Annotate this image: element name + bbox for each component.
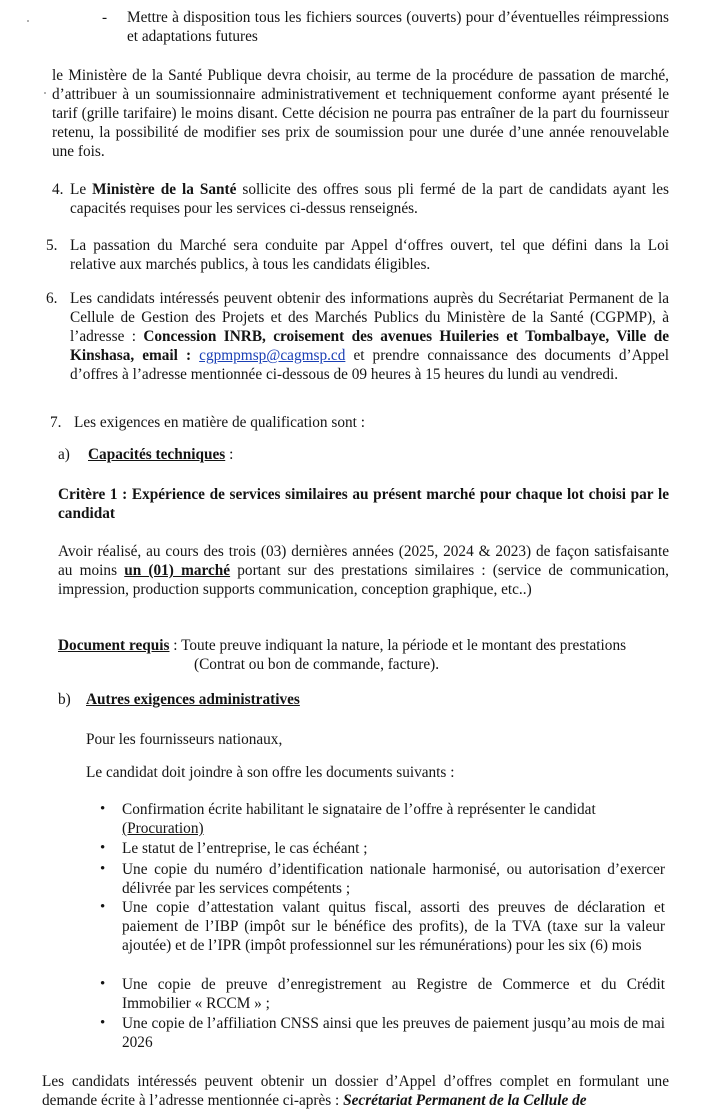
doc-bullet-1 <box>100 800 665 838</box>
doc-bullet-6 <box>100 1014 665 1052</box>
scan-speck <box>27 20 29 22</box>
bullet-1-text: Confirmation écrite habilitant le signataire de l’offre à représenter le candidat <box>122 801 596 818</box>
bullet-5-text: Une copie de preuve d’enregistrement au Registre de Commerce et du Crédit Immobilier « RCCM » ; <box>122 976 665 1012</box>
item-6-text <box>70 289 669 384</box>
document-requis-sep: : <box>169 637 182 654</box>
item-4-number: 4. <box>52 181 64 198</box>
document-requis <box>58 636 669 674</box>
bullet-text <box>122 800 665 838</box>
item-5 <box>46 236 669 274</box>
bullet-dot: • <box>100 976 106 992</box>
dash-marker: - <box>102 9 108 26</box>
closing-paragraph <box>42 1072 669 1110</box>
section-b-heading <box>58 690 658 709</box>
item-6-number: 6. <box>46 290 58 307</box>
item-6 <box>46 289 669 384</box>
item-7-number: 7. <box>50 414 62 431</box>
email-link[interactable]: cgpmpmsp@cagmsp.cd <box>199 347 346 364</box>
fournisseurs-line: Pour les fournisseurs nationaux, <box>86 731 283 748</box>
bullet-4-text: Une copie d’attestation valant quitus fiscal, assorti des preuves de déclaration et paiement de l’IBP (impôt sur le bénéfice des profits), de la TVA (taxe sur la valeur ajoutée) et de l’IPR (impôt professionnel sur les rémunérations) pour les six (6) mois <box>122 899 665 954</box>
bullet-6-text: Une copie de l’affiliation CNSS ainsi que les preuves de paiement jusqu’au mois de mai 2026 <box>122 1015 665 1051</box>
procuration-text: (Procuration) <box>122 820 204 837</box>
experience-post: portant sur des prestations similaires : (service de communication, impression, production supports communication, conception graphique, etc..) <box>58 562 670 598</box>
item-4-text <box>70 180 669 218</box>
document-requis-line-2: (Contrat ou bon de commande, facture). <box>194 656 440 673</box>
candidat-doit-line: Le candidat doit joindre à son offre les documents suivants : <box>86 764 455 781</box>
item-5-number: 5. <box>46 237 58 254</box>
item-6-pre: Les candidats intéressés peuvent obtenir des informations auprès du Secrétariat Permanent de la Cellule de Gestion des Projets et des Marchés Publics du Ministère de la Santé (CGPMP), à l’adresse : <box>70 290 669 345</box>
section-b-title: Autres exigences administratives <box>86 691 300 708</box>
item-4-post: sollicite des offres sous pli fermé de la part de candidats ayant les capacités requises pour les services ci-dessus renseignés. <box>70 181 669 217</box>
item-4-bold: Ministère de la Santé <box>92 181 237 198</box>
document-requis-text: Toute preuve indiquant la nature, la période et le montant des prestations <box>181 637 627 654</box>
bullet-dot: • <box>100 899 106 915</box>
section-b-marker: b) <box>58 691 71 708</box>
experience-bold: un (01) marché <box>124 562 231 579</box>
closing-bold-italic: Secrétariat Permanent de la Cellule de <box>343 1092 587 1109</box>
experience-pre: Avoir réalisé, au cours des trois (03) dernières années (2025, 2024 & 2023) de façon satisfaisante au moins <box>58 543 669 579</box>
bullet-dot: • <box>100 840 106 856</box>
doc-bullet-2 <box>100 839 665 858</box>
section-a-heading <box>58 445 658 464</box>
item-7-text: Les exigences en matière de qualification sont : <box>74 414 365 431</box>
section-a-title: Capacités techniques <box>88 446 226 463</box>
doc-bullet-3 <box>100 860 665 898</box>
section-b-title-wrap <box>86 690 658 709</box>
item-4-pre: Le <box>70 181 93 198</box>
ministere-paragraph: le Ministère de la Santé Publique devra choisir, au terme de la procédure de passation de marché, d’attribuer à un soumissionnaire administrativement et techniquement conforme ayant présenté le tarif (grille tarifaire) le moins disant. Cette décision ne pourra pas entraîner de la part du fournisseur retenu, la possibilité de modifier ses prix de soumission pour une durée d’une année renouvelable une fois. <box>52 67 669 160</box>
section-a-title-wrap <box>88 445 658 464</box>
section-a-suffix: : <box>225 446 234 463</box>
doc-bullet-5 <box>100 975 665 1013</box>
closing-pre: Les candidats intéressés peuvent obtenir un dossier d’Appel d’offres complet en formulant une demande écrite à l’adresse mentionnée ci-après : <box>42 1073 669 1109</box>
bullet-2-text: Le statut de l’entreprise, le cas échéant ; <box>122 840 368 857</box>
item-4 <box>52 180 669 218</box>
item-6-post: et prendre connaissance des documents d’Appel d’offres à l’adresse mentionnée ci-dessous de 09 heures à 15 heures du lundi au vendredi. <box>70 347 669 383</box>
section-a-marker: a) <box>58 446 70 463</box>
scan-speck <box>44 92 46 94</box>
item-7 <box>50 413 669 432</box>
source-files-text: Mettre à disposition tous les fichiers sources (ouverts) pour d’éventuelles réimpressions et adaptations futures <box>127 9 669 45</box>
critere-1-text: Critère 1 : Expérience de services similaires au présent marché pour chaque lot choisi par le candidat <box>58 486 669 522</box>
bullet-3-text: Une copie du numéro d’identification nationale harmonisé, ou autorisation d’exercer délivrée par les services compétents ; <box>122 861 665 897</box>
item-6-address: Concession INRB, croisement des avenues Huileries et Tombalbaye, Ville de Kinshasa, email : <box>70 328 669 364</box>
item-5-text: La passation du Marché sera conduite par Appel d‘offres ouvert, tel que défini dans la Loi relative aux marchés publics, à tous les candidats éligibles. <box>70 237 669 273</box>
document-requis-label: Document requis <box>58 637 170 654</box>
bullet-dot: • <box>100 801 106 817</box>
document-requis-line-1 <box>58 636 669 655</box>
bullet-dot: • <box>100 861 106 877</box>
critere-1 <box>58 485 669 523</box>
bullet-dot: • <box>100 1015 106 1031</box>
experience-paragraph <box>58 542 669 599</box>
doc-bullet-4 <box>100 898 665 955</box>
source-files-bullet <box>102 8 669 46</box>
